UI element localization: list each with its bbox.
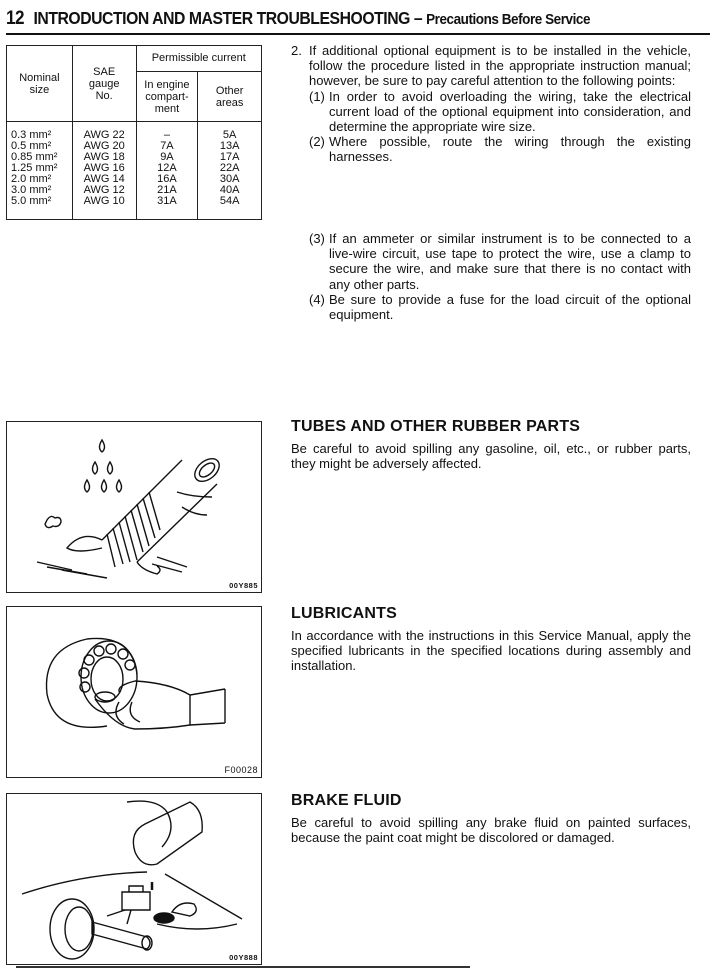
item-2-text: If additional optional equipment is to be installed in the vehicle, follow the procedure listed in the appropriate instruction manual; however, be sure to pay careful attention to the following points: bbox=[309, 43, 691, 89]
section-title-tubes: TUBES AND OTHER RUBBER PARTS bbox=[291, 418, 581, 435]
figure-code: 00Y885 bbox=[229, 581, 258, 590]
lubricants-illustration bbox=[6, 606, 262, 778]
section-text-brake-fluid: Be careful to avoid spilling any brake fluid on painted surfaces, because the paint coat might be discolored or damaged. bbox=[291, 815, 691, 846]
figure-code: F00028 bbox=[224, 765, 258, 775]
wire-size-table bbox=[6, 45, 262, 220]
engine-current-column: – 7A 9A 12A 16A 21A 31A bbox=[136, 122, 198, 220]
sae-gauge-column: AWG 22 AWG 20 AWG 18 AWG 16 AWG 14 AWG 12 AWG 10 bbox=[72, 122, 136, 220]
header-permissible-current: Permissible current bbox=[136, 46, 261, 72]
section-text-tubes: Be careful to avoid spilling any gasoline, oil, etc., or rubber parts, they might be adversely affected. bbox=[291, 441, 691, 472]
section-text-lubricants: In accordance with the instructions in this Service Manual, apply the specified lubricants in the specified locations during assembly and installation. bbox=[291, 628, 691, 674]
sub-item-3: (3) If an ammeter or similar instrument is to be connected to a live-wire circuit, use tape to protect the wire, use a clamp to secure the wire, and make sure that there is no contact with any other parts. bbox=[309, 231, 691, 292]
header-nominal-size: Nominal size bbox=[7, 46, 73, 122]
item-2-continued bbox=[291, 231, 691, 322]
section-title-brake-fluid: BRAKE FLUID bbox=[291, 792, 402, 809]
subsection-title: Precautions Before Service bbox=[426, 11, 591, 28]
sub-item-4: (4) Be sure to provide a fuse for the load circuit of the optional equipment. bbox=[309, 291, 691, 323]
page-header bbox=[6, 5, 706, 35]
section-title-lubricants: LUBRICANTS bbox=[291, 605, 397, 622]
header-separator: – bbox=[413, 8, 423, 28]
header-other-areas: Other areas bbox=[198, 72, 262, 122]
page-number: 12 bbox=[6, 8, 25, 29]
brake-fluid-illustration bbox=[6, 793, 262, 965]
header-engine-compartment: In engine compart- ment bbox=[136, 72, 198, 122]
figure-code: 00Y888 bbox=[229, 953, 258, 962]
section-title: INTRODUCTION AND MASTER TROUBLESHOOTING bbox=[33, 8, 410, 28]
item-number: 2. bbox=[291, 43, 302, 58]
bearing-greasing-icon bbox=[7, 607, 261, 777]
footer-rule bbox=[16, 966, 470, 968]
header-title bbox=[6, 8, 590, 30]
other-current-column: 5A 13A 17A 22A 30A 40A 54A bbox=[198, 122, 262, 220]
header-sae-gauge: SAE gauge No. bbox=[72, 46, 136, 122]
nominal-size-column: 0.3 mm² 0.5 mm² 0.85 mm² 1.25 mm² 2.0 mm² 3.0 mm² 5.0 mm² bbox=[7, 122, 73, 220]
table-body-row bbox=[7, 122, 262, 220]
rubber-tube-character-icon bbox=[7, 422, 261, 592]
header-rule bbox=[6, 33, 710, 35]
sub-item-2: (2) Where possible, route the wiring through the existing harnesses. bbox=[309, 134, 691, 165]
tubes-illustration bbox=[6, 421, 262, 593]
sub-item-1: (1) In order to avoid overloading the wiring, take the electrical current load of the optional equipment into consideration, and determine the appropriate wire size. bbox=[309, 88, 691, 135]
item-2 bbox=[291, 43, 691, 165]
brake-fluid-pouring-icon bbox=[7, 794, 261, 964]
